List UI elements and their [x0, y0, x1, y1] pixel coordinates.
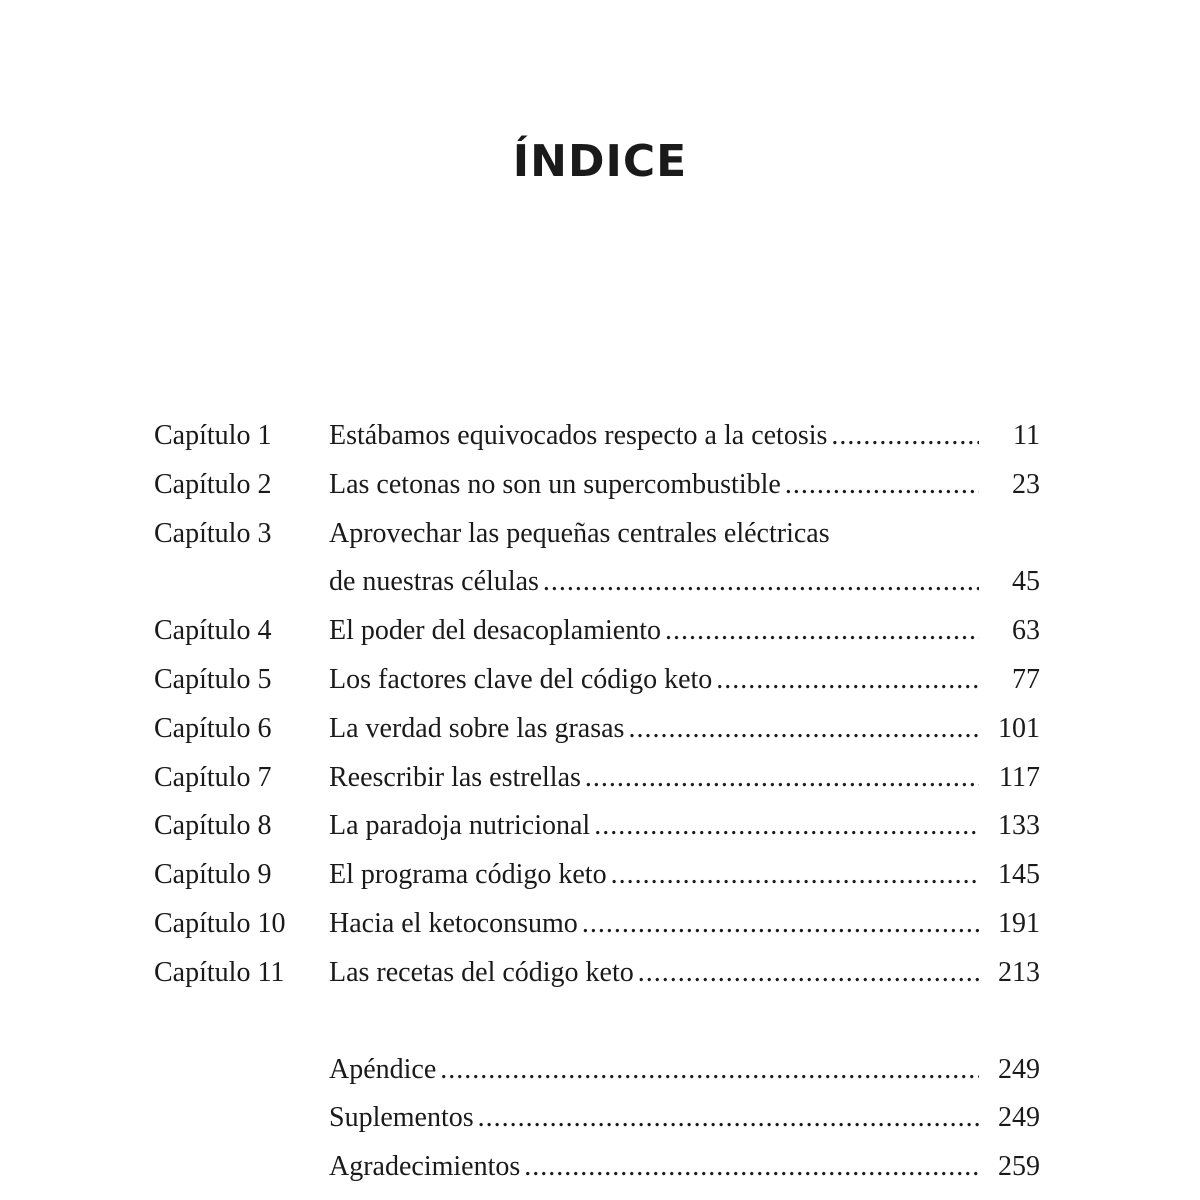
toc-chapter-label: Capítulo 3 [154, 517, 272, 549]
toc-page-number: 145 [998, 859, 1040, 891]
toc-row-continuation[interactable] [154, 560, 1044, 609]
toc-page-number: 117 [999, 761, 1040, 793]
table-of-contents [154, 414, 1044, 1194]
toc-entry-title: Suplementos [329, 1102, 474, 1134]
toc-row-back-matter[interactable] [154, 1096, 1044, 1145]
toc-entry [329, 658, 979, 702]
toc-dot-leader [628, 707, 979, 751]
toc-chapter-label: Capítulo 8 [154, 810, 272, 842]
toc-dot-leader [785, 463, 979, 507]
toc-row[interactable] [154, 707, 1044, 756]
toc-page-number: 23 [1012, 468, 1040, 500]
toc-entry [329, 707, 979, 751]
toc-dot-leader [665, 609, 979, 653]
toc-entry [329, 1145, 979, 1189]
toc-entry-title: Los factores clave del código keto [329, 663, 713, 695]
section-spacer [154, 1000, 1044, 1048]
toc-page-number: 101 [998, 712, 1040, 744]
toc-entry [329, 414, 979, 458]
toc-entry [329, 804, 979, 848]
toc-row[interactable] [154, 902, 1044, 951]
toc-entry [329, 463, 979, 507]
toc-entry [329, 853, 979, 897]
toc-entry [329, 512, 979, 556]
toc-entry-title: Estábamos equivocados respecto a la cetosis [329, 420, 828, 451]
toc-chapter-label: Capítulo 10 [154, 907, 286, 939]
toc-page-number: 63 [1012, 615, 1040, 647]
toc-chapter-label: Capítulo 11 [154, 956, 285, 988]
toc-entry [329, 1048, 979, 1092]
toc-row[interactable] [154, 609, 1044, 658]
toc-entry [329, 609, 979, 653]
toc-row[interactable] [154, 853, 1044, 902]
toc-dot-leader [638, 951, 979, 995]
toc-chapter-label: Capítulo 6 [154, 712, 272, 744]
toc-chapter-label: Capítulo 5 [154, 663, 272, 695]
toc-entry [329, 902, 979, 946]
toc-page-number: 249 [998, 1053, 1040, 1085]
toc-dot-leader [478, 1096, 979, 1140]
toc-row-back-matter[interactable] [154, 1048, 1044, 1097]
toc-dot-leader [582, 902, 979, 946]
toc-row[interactable] [154, 414, 1044, 463]
toc-entry-title: Reescribir las estrellas [329, 761, 581, 793]
toc-page-number: 133 [998, 810, 1040, 842]
toc-entry-title: Las cetonas no son un supercombustible [329, 468, 781, 500]
toc-row-back-matter[interactable] [154, 1145, 1044, 1194]
toc-entry-title: Las recetas del código keto [329, 956, 634, 988]
toc-chapter-label: Capítulo 1 [154, 420, 272, 451]
toc-entry-title: La paradoja nutricional [329, 810, 591, 842]
toc-page-number: 77 [1012, 663, 1040, 695]
toc-page-number: 259 [998, 1151, 1040, 1183]
toc-entry-title: El poder del desacoplamiento [329, 615, 661, 647]
toc-row[interactable] [154, 512, 1044, 561]
toc-entry-title: Aprovechar las pequeñas centrales eléctricas [329, 517, 830, 549]
toc-row[interactable] [154, 804, 1044, 853]
toc-page-number: 191 [998, 907, 1040, 939]
toc-entry-title: Agradecimientos [329, 1151, 521, 1183]
toc-row[interactable] [154, 756, 1044, 805]
toc-entry [329, 1096, 979, 1140]
toc-page-number: 213 [998, 956, 1040, 988]
toc-dot-leader [716, 658, 979, 702]
toc-dot-leader [611, 853, 979, 897]
toc-dot-leader [524, 1145, 979, 1189]
toc-row[interactable] [154, 463, 1044, 512]
toc-dot-leader [440, 1048, 979, 1092]
toc-chapter-label: Capítulo 4 [154, 615, 272, 647]
toc-entry-title: La verdad sobre las grasas [329, 712, 625, 744]
toc-page-number: 11 [1013, 420, 1040, 451]
toc-entry [329, 560, 979, 604]
page-title: ÍNDICE [512, 136, 688, 187]
toc-entry-title: de nuestras células [329, 566, 539, 598]
toc-row[interactable] [154, 658, 1044, 707]
toc-entry [329, 756, 979, 800]
toc-entry-title: Apéndice [329, 1053, 437, 1085]
toc-dot-leader [585, 756, 979, 800]
toc-row[interactable] [154, 951, 1044, 1000]
toc-dot-leader [831, 414, 979, 458]
toc-page-number: 45 [1012, 566, 1040, 598]
toc-chapter-label: Capítulo 2 [154, 468, 272, 500]
toc-dot-leader [543, 560, 979, 604]
toc-entry-title: Hacia el ketoconsumo [329, 907, 578, 939]
toc-dot-leader [594, 804, 979, 848]
toc-page-number: 249 [998, 1102, 1040, 1134]
toc-chapter-label: Capítulo 9 [154, 859, 272, 891]
toc-chapter-label: Capítulo 7 [154, 761, 272, 793]
toc-entry [329, 951, 979, 995]
toc-entry-title: El programa código keto [329, 859, 607, 891]
